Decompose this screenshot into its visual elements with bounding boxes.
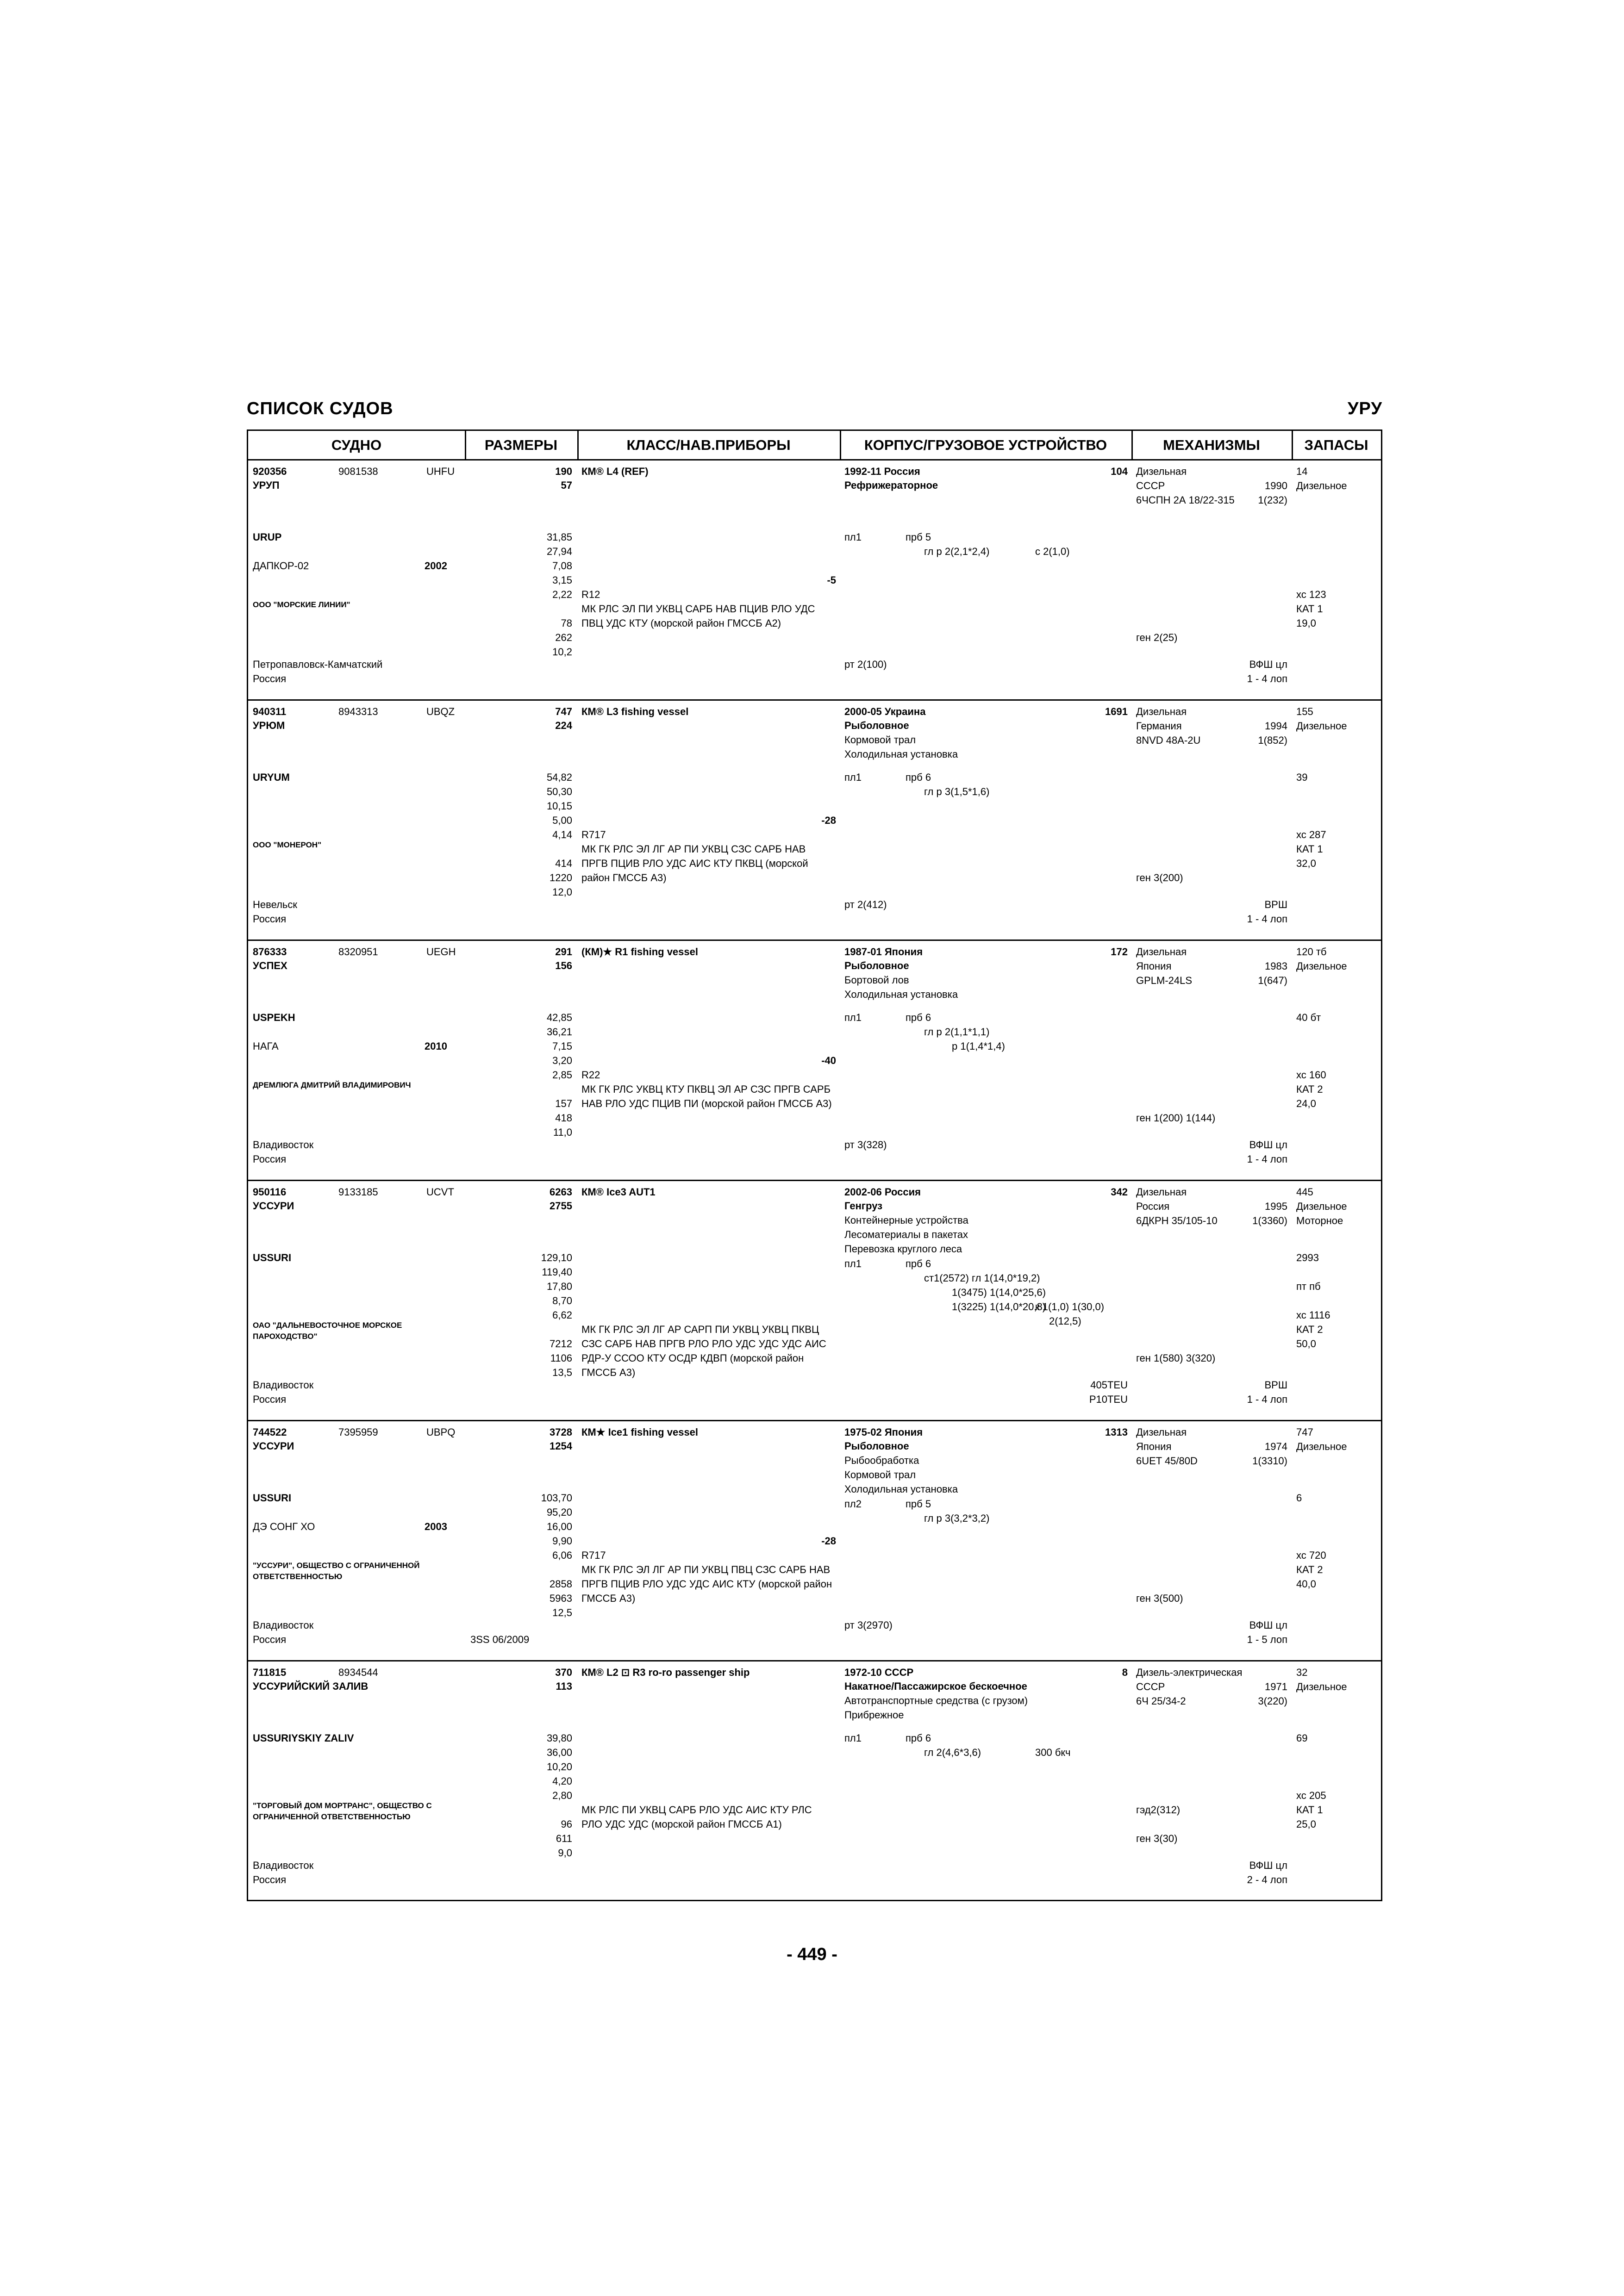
supply-category: КАТ 1 — [1296, 843, 1323, 855]
cargo-gear-extra: 300 бкч — [1035, 1747, 1071, 1758]
ship-id: 940311 — [253, 706, 287, 717]
dim-value: 96 — [561, 1818, 572, 1830]
ship-port: Владивосток — [253, 1379, 314, 1391]
supply-category: хс 160 — [1296, 1069, 1326, 1081]
hull-type: Рефрижераторное — [844, 479, 938, 491]
supply-category: 19,0 — [1296, 617, 1316, 629]
hull-deck: пл1 — [844, 531, 862, 543]
class-region: R717 — [581, 1549, 606, 1561]
hull-rt: рт 2(100) — [844, 659, 887, 670]
supply-info: Дизельное — [1296, 1201, 1347, 1212]
mech-year: 1974 — [1265, 1441, 1287, 1452]
dim-value: 156 — [555, 960, 572, 971]
supply-info: Дизельное — [1296, 1681, 1347, 1692]
ship-name: УССУРИ — [253, 1440, 294, 1452]
ship-name: УРУП — [253, 479, 280, 491]
cargo-gear: 1(3225) 1(14,0*20,8) — [952, 1301, 1046, 1313]
ship-record — [248, 941, 1381, 1181]
ship-id: 876333 — [253, 946, 287, 958]
ships-table — [247, 429, 1382, 1901]
supply-category: 25,0 — [1296, 1818, 1316, 1830]
dim-value: 50,30 — [546, 786, 572, 797]
class-notation: (КМ)★ R1 fishing vessel — [581, 946, 698, 958]
mech-info: Дизельная — [1136, 946, 1187, 958]
mech-info: Дизельная — [1136, 1426, 1187, 1438]
supply-category: хс 287 — [1296, 829, 1326, 840]
hull-type: Холодильная установка — [844, 748, 958, 760]
dim-value: 5,00 — [552, 815, 572, 826]
hull-type: Рыболовное — [844, 720, 909, 731]
dim-value: 12,0 — [552, 886, 572, 898]
dim-value: 36,21 — [546, 1026, 572, 1038]
hull-holds: прб 5 — [906, 1498, 931, 1510]
ship-former-year: 2002 — [425, 560, 447, 572]
mech-generator: ген 2(25) — [1136, 632, 1178, 643]
supply-info: Дизельное — [1296, 1441, 1347, 1452]
ship-record — [248, 460, 1381, 701]
mech-generator: ген 3(200) — [1136, 872, 1183, 884]
supply-info: 14 — [1296, 466, 1308, 477]
dim-value: 13,5 — [552, 1367, 572, 1378]
dim-value: 8,70 — [552, 1295, 572, 1307]
col-header-ship: СУДНО — [248, 431, 465, 460]
cargo-gear-extra: 2(12,5) — [1049, 1315, 1081, 1327]
dim-value: 1106 — [550, 1352, 572, 1364]
supply-extra: пт пб — [1296, 1281, 1321, 1292]
dim-value: 1254 — [550, 1440, 572, 1452]
ship-imo: 9133185 — [338, 1186, 378, 1198]
hull-yard-number: 1313 — [1105, 1426, 1128, 1438]
class-notation: КМ★ Ice1 fishing vessel — [581, 1426, 699, 1438]
ship-id: 711815 — [253, 1667, 287, 1678]
hull-type: Накатное/Пассажирское бескоечное — [844, 1680, 1027, 1692]
dim-value: 39,80 — [546, 1732, 572, 1744]
mech-power: 1(852) — [1258, 734, 1287, 746]
hull-deck: пл1 — [844, 1012, 862, 1023]
mech-info: 6ЧСПН 2А 18/22-315 — [1136, 494, 1235, 506]
mech-propeller: ВФШ цл — [1249, 1619, 1287, 1631]
ship-callsign: UCVT — [426, 1186, 454, 1198]
supply-category: КАТ 2 — [1296, 1564, 1323, 1575]
ship-record — [248, 701, 1381, 941]
hull-type: Автотранспортные средства (с грузом) — [844, 1695, 1028, 1706]
nav-equipment: МК РЛС ПИ УКВЦ САРБ РЛО УДС АИС КТУ РЛС РЛО УДС УДС (морской район ГМССБ А1) — [581, 1804, 812, 1830]
dim-value: 224 — [555, 720, 572, 731]
mech-info: 6ДКРН 35/105-10 — [1136, 1215, 1218, 1226]
cargo-gear: гл р 2(2,1*2,4) — [924, 546, 990, 557]
class-region: R717 — [581, 829, 606, 840]
mech-info: Япония — [1136, 960, 1172, 972]
supply-category: хс 123 — [1296, 589, 1326, 600]
class-notation: КМ® Ice3 AUT1 — [581, 1186, 656, 1198]
hull-type: Кормовой трал — [844, 734, 916, 746]
cargo-gear: 1(3475) 1(14,0*25,6) — [952, 1287, 1046, 1298]
hull-rt: рт 2(412) — [844, 899, 887, 910]
class-ice-mark: -40 — [821, 1055, 836, 1066]
dim-value: 9,90 — [552, 1535, 572, 1547]
mech-info: Япония — [1136, 1441, 1172, 1452]
dim-value: 12,5 — [552, 1607, 572, 1618]
supply-category: хс 205 — [1296, 1790, 1326, 1801]
dim-value: 414 — [555, 858, 572, 869]
dim-value: 16,00 — [546, 1521, 572, 1532]
ship-country: Россия — [253, 1634, 287, 1645]
ship-latin-name: USSURIYSKIY ZALIV — [253, 1732, 354, 1744]
ship-callsign: UBQZ — [426, 706, 455, 717]
col-header-supply: ЗАПАСЫ — [1292, 431, 1381, 460]
mech-info: 6UET 45/80D — [1136, 1455, 1198, 1467]
supply-info: 120 тб — [1296, 946, 1327, 958]
supply-category: КАТ 2 — [1296, 1324, 1323, 1335]
mech-info: Дизель-электрическая — [1136, 1667, 1243, 1678]
dim-value: 11,0 — [553, 1126, 572, 1138]
hull-type: Лесоматериалы в пакетах — [844, 1229, 968, 1240]
ship-name: УРЮМ — [253, 720, 285, 731]
hull-yard-number: 172 — [1111, 946, 1128, 958]
mech-generator: ген 1(200) 1(144) — [1136, 1112, 1216, 1124]
ship-former-year: 2003 — [425, 1521, 447, 1532]
hull-teu: 405TEU — [1090, 1379, 1128, 1391]
supply-info: 747 — [1296, 1426, 1313, 1438]
ship-former-name: НАГА — [253, 1040, 279, 1052]
ship-port: Невельск — [253, 899, 297, 910]
hull-type: Рыбообработка — [844, 1455, 919, 1466]
ship-name: УССУРИ — [253, 1200, 294, 1212]
mech-info: Германия — [1136, 720, 1182, 732]
supply-category: хс 1116 — [1296, 1309, 1330, 1321]
hull-yard-number: 104 — [1111, 466, 1128, 477]
dim-value: 291 — [555, 946, 572, 958]
col-header-mech: МЕХАНИЗМЫ — [1131, 431, 1292, 460]
mech-power: 3(220) — [1258, 1695, 1287, 1707]
mech-propeller: ВФШ цл — [1249, 659, 1287, 670]
hull-holds: прб 5 — [906, 531, 931, 543]
supply-info: Дизельное — [1296, 480, 1347, 492]
ship-imo: 8934544 — [338, 1667, 378, 1678]
ship-owner: ООО "МОНЕРОН" — [253, 840, 322, 849]
class-ice-mark: -28 — [821, 815, 836, 826]
ship-record — [248, 1661, 1381, 1902]
hull-type: Холодильная установка — [844, 989, 958, 1000]
hull-build: 1975-02 Япония — [844, 1426, 923, 1438]
ship-id: 920356 — [253, 466, 287, 477]
ship-latin-name: USSURI — [253, 1252, 292, 1263]
mech-info: 8NVD 48A-2U — [1136, 734, 1201, 746]
mech-generator: ген 1(580) 3(320) — [1136, 1352, 1216, 1364]
supply-info: 155 — [1296, 706, 1313, 717]
class-region: R12 — [581, 589, 600, 600]
mech-propeller: 1 - 4 лоп — [1247, 1394, 1287, 1405]
dim-value: 1220 — [550, 872, 572, 884]
dim-value: 4,14 — [552, 829, 572, 840]
hull-type: Холодильная установка — [844, 1483, 958, 1495]
ship-owner: "ТОРГОВЫЙ ДОМ МОРТРАНС", ОБЩЕСТВО С ОГРАНИЧЕННОЙ ОТВЕТСТВЕННОСТЬЮ — [253, 1801, 432, 1821]
ship-former-year: 2010 — [425, 1040, 447, 1052]
mech-propeller: ВРШ — [1264, 1379, 1287, 1391]
supply-extra: 39 — [1296, 772, 1308, 783]
ship-port: Владивосток — [253, 1139, 314, 1151]
ship-id: 950116 — [253, 1186, 287, 1198]
mech-power: 1(647) — [1258, 975, 1287, 986]
ship-port: Владивосток — [253, 1619, 314, 1631]
dim-value: 3,15 — [552, 574, 572, 586]
ship-country: Россия — [253, 1874, 287, 1885]
ship-latin-name: URYUM — [253, 772, 290, 783]
ship-country: Россия — [253, 1153, 287, 1165]
dim-value: 418 — [555, 1112, 572, 1124]
mech-year: 1983 — [1265, 960, 1287, 972]
hull-holds: прб 6 — [906, 772, 931, 783]
nav-equipment: МК РЛС ЭЛ ПИ УКВЦ САРБ НАВ ПЦИВ РЛО УДС ПВЦ УДС КТУ (морской район ГМССБ А2) — [581, 603, 815, 629]
dim-value: 6,62 — [552, 1309, 572, 1321]
mech-year: 1971 — [1265, 1681, 1287, 1692]
ship-port: Петропавловск-Камчатский — [253, 659, 383, 670]
hull-yard-number: 1691 — [1105, 706, 1128, 717]
ship-country: Россия — [253, 913, 287, 925]
mech-propeller: 1 - 5 лоп — [1247, 1634, 1287, 1645]
cargo-gear-extra: с 2(1,0) — [1035, 546, 1070, 557]
class-ice-mark: -5 — [827, 574, 836, 586]
dim-value: 57 — [561, 479, 572, 491]
ship-id: 744522 — [253, 1426, 287, 1438]
class-region: R22 — [581, 1069, 600, 1081]
mech-info: GPLM-24LS — [1136, 975, 1193, 986]
dim-value: 3,20 — [552, 1055, 572, 1066]
ship-imo: 8320951 — [338, 946, 378, 958]
ship-owner: ООО "МОРСКИЕ ЛИНИИ" — [253, 600, 350, 609]
cargo-gear-extra: к 1(1,0) 1(30,0) — [1035, 1301, 1105, 1313]
supply-info: 32 — [1296, 1667, 1308, 1678]
supply-extra: 40 бт — [1296, 1012, 1321, 1023]
nav-equipment: МК ГК РЛС УКВЦ КТУ ПКВЦ ЭЛ АР СЗС ПРГВ САРБ НАВ РЛО УДС ПЦИВ ПИ (морской район ГМССБ А3) — [581, 1083, 832, 1109]
dim-value: 95,20 — [546, 1506, 572, 1518]
mech-propeller: 2 - 4 лоп — [1247, 1874, 1287, 1885]
mech-generator: ген 3(500) — [1136, 1593, 1183, 1604]
cargo-gear: гл р 3(1,5*1,6) — [924, 786, 990, 797]
supply-extra: 69 — [1296, 1732, 1308, 1744]
ship-record — [248, 1181, 1381, 1421]
mech-year: 1995 — [1265, 1201, 1287, 1212]
dim-value: 103,70 — [541, 1492, 572, 1504]
dim-value: 7,08 — [552, 560, 572, 572]
mech-info: СССР — [1136, 480, 1165, 492]
page-header-index: УРУ — [1347, 399, 1382, 418]
hull-build: 2000-05 Украина — [844, 706, 926, 717]
ship-callsign: UBPQ — [426, 1426, 456, 1438]
mech-info: Дизельная — [1136, 706, 1187, 717]
supply-info: Дизельное — [1296, 960, 1347, 972]
ship-callsign: UEGH — [426, 946, 456, 958]
hull-holds: прб 6 — [906, 1012, 931, 1023]
ship-owner: "УССУРИ", ОБЩЕСТВО С ОГРАНИЧЕННОЙ ОТВЕТСТВЕННОСТЬЮ — [253, 1561, 420, 1581]
supply-info: Дизельное — [1296, 720, 1347, 732]
supply-extra: 6 — [1296, 1492, 1302, 1504]
hull-type: Бортовой лов — [844, 974, 909, 986]
supply-category: хс 720 — [1296, 1549, 1326, 1561]
dim-value: 2755 — [550, 1200, 572, 1212]
ship-latin-name: URUP — [253, 531, 282, 543]
col-header-class: КЛАСС/НАВ.ПРИБОРЫ — [577, 431, 840, 460]
hull-yard-number: 342 — [1111, 1186, 1128, 1198]
dim-value: 5963 — [550, 1593, 572, 1604]
hull-build: 1987-01 Япония — [844, 946, 923, 958]
hull-build: 1992-11 Россия — [844, 466, 920, 477]
dim-value: 2858 — [550, 1578, 572, 1590]
ship-owner: ОАО "ДАЛЬНЕВОСТОЧНОЕ МОРСКОЕ ПАРОХОДСТВО" — [253, 1321, 402, 1341]
cargo-gear: гл 2(4,6*3,6) — [924, 1747, 981, 1758]
ship-imo: 7395959 — [338, 1426, 378, 1438]
hull-yard-number: 8 — [1122, 1667, 1128, 1678]
ship-country: Россия — [253, 673, 287, 684]
dim-value: 747 — [555, 706, 572, 717]
ship-callsign: UHFU — [426, 466, 455, 477]
supply-category: 40,0 — [1296, 1578, 1316, 1590]
mech-year: 1990 — [1265, 480, 1287, 492]
class-notation: КМ® L2 ⊡ R3 ro-ro passenger ship — [581, 1667, 750, 1678]
dim-value: 10,2 — [552, 646, 572, 658]
class-notation: КМ® L3 fishing vessel — [581, 706, 689, 717]
class-notation: КМ® L4 (REF) — [581, 466, 649, 477]
mech-propeller: ВФШ цл — [1249, 1139, 1287, 1151]
supply-extra: 2993 — [1296, 1252, 1319, 1263]
dim-value: 54,82 — [546, 772, 572, 783]
hull-type: Рыболовное — [844, 960, 909, 971]
ship-country: Россия — [253, 1394, 287, 1405]
dim-value: 7,15 — [552, 1040, 572, 1052]
dim-value: 190 — [555, 466, 572, 477]
hull-deck: пл1 — [844, 1258, 862, 1269]
ship-name: УССУРИЙСКИЙ ЗАЛИВ — [253, 1680, 369, 1692]
hull-type: Перевозка круглого леса — [844, 1243, 962, 1255]
dim-value: 78 — [561, 617, 572, 629]
dim-value: 3728 — [550, 1426, 572, 1438]
mech-propeller: 1 - 4 лоп — [1247, 913, 1287, 925]
cargo-gear: р 1(1,4*1,4) — [952, 1040, 1005, 1052]
page-number: - 449 - — [787, 1945, 837, 1964]
hull-type: Прибрежное — [844, 1709, 904, 1721]
mech-propeller: 1 - 4 лоп — [1247, 673, 1287, 684]
mech-generator: гэд2(312) — [1136, 1804, 1181, 1816]
mech-propeller: 1 - 4 лоп — [1247, 1153, 1287, 1165]
supply-info: Моторное — [1296, 1215, 1343, 1226]
supply-category: 32,0 — [1296, 858, 1316, 869]
mech-info: 6Ч 25/34-2 — [1136, 1695, 1186, 1707]
ship-imo: 9081538 — [338, 466, 378, 477]
dim-value: 129,10 — [541, 1252, 572, 1263]
mech-propeller: ВФШ цл — [1249, 1860, 1287, 1871]
nav-equipment: МК ГК РЛС ЭЛ ЛГ АР ПИ УКВЦ ПВЦ СЗС САРБ НАВ ПРГВ ПЦИВ РЛО УДС УДС АИС КТУ (морской район ГМССБ А3) — [581, 1564, 832, 1604]
mech-year: 1994 — [1265, 720, 1287, 732]
cargo-gear: гл р 3(3,2*3,2) — [924, 1512, 990, 1524]
nav-equipment: МК ГК РЛС ЭЛ ЛГ АР САРП ПИ УКВЦ УКВЦ ПКВЦ СЗС САРБ НАВ ПРГВ РЛО РЛО УДС УДС УДС АИС РДР-У ССОО КТУ ОСДР КДВП (морской район ГМССБ А3) — [581, 1324, 826, 1378]
dim-value: 119,40 — [542, 1266, 572, 1278]
mech-info: СССР — [1136, 1681, 1165, 1692]
ship-latin-name: USPEKH — [253, 1012, 295, 1023]
dim-value: 10,20 — [546, 1761, 572, 1773]
hull-rt: рт 3(2970) — [844, 1619, 893, 1631]
dim-value: 27,94 — [546, 546, 572, 557]
dim-value: 6,06 — [552, 1549, 572, 1561]
hull-teu: P10TEU — [1089, 1394, 1128, 1405]
dim-value: 31,85 — [546, 531, 572, 543]
page-header-title: СПИСОК СУДОВ — [247, 399, 394, 418]
hull-type: Кормовой трал — [844, 1469, 916, 1481]
hull-holds: прб 6 — [906, 1258, 931, 1269]
dim-value: 611 — [556, 1833, 572, 1844]
col-header-dims: РАЗМЕРЫ — [465, 431, 577, 460]
mech-info: Россия — [1136, 1201, 1170, 1212]
dim-value: 370 — [555, 1667, 572, 1678]
hull-deck: пл1 — [844, 772, 862, 783]
supply-category: КАТ 2 — [1296, 1083, 1323, 1095]
mech-info: Дизельная — [1136, 466, 1187, 477]
dim-value: 113 — [556, 1680, 572, 1692]
dim-value: 9,0 — [558, 1847, 572, 1859]
dim-value: 2,85 — [552, 1069, 572, 1081]
ship-port: Владивосток — [253, 1860, 314, 1871]
ship-record — [248, 1421, 1381, 1661]
mech-power: 1(232) — [1258, 494, 1287, 506]
dim-value: 42,85 — [546, 1012, 572, 1023]
dim-value: 17,80 — [546, 1281, 572, 1292]
dim-value: 157 — [555, 1098, 572, 1109]
ship-imo: 8943313 — [338, 706, 378, 717]
supply-category: КАТ 1 — [1296, 603, 1323, 615]
ship-name: УСПЕХ — [253, 960, 287, 971]
supply-category: КАТ 1 — [1296, 1804, 1323, 1816]
hull-deck: пл1 — [844, 1732, 862, 1744]
ship-owner: ДРЕМЛЮГА ДМИТРИЙ ВЛАДИМИРОВИЧ — [253, 1081, 411, 1089]
class-ice-mark: -28 — [821, 1535, 836, 1547]
dim-value: 2,22 — [552, 589, 572, 600]
ship-former-name: ДАПКОР-02 — [253, 560, 309, 572]
mech-propeller: ВРШ — [1264, 899, 1287, 910]
mech-power: 1(3310) — [1252, 1455, 1287, 1467]
col-header-hull: КОРПУС/ГРУЗОВОЕ УСТРОЙСТВО — [840, 431, 1131, 460]
ship-latin-name: USSURI — [253, 1492, 292, 1504]
mech-power: 1(3360) — [1252, 1215, 1287, 1226]
nav-equipment: МК ГК РЛС ЭЛ ЛГ АР ПИ УКВЦ СЗС САРБ НАВ ПРГВ ПЦИВ РЛО УДС АИС КТУ ПКВЦ (морской район ГМССБ А3) — [581, 843, 808, 884]
hull-deck: пл2 — [844, 1498, 862, 1510]
hull-holds: прб 6 — [906, 1732, 931, 1744]
hull-build: 2002-06 Россия — [844, 1186, 921, 1198]
ship-former-name: ДЭ СОНГ ХО — [253, 1521, 315, 1532]
cargo-gear: гл р 2(1,1*1,1) — [924, 1026, 990, 1038]
dim-value: 7212 — [550, 1338, 572, 1350]
hull-build: 1972-10 СССР — [844, 1667, 914, 1678]
mech-generator: ген 3(30) — [1136, 1833, 1178, 1844]
ship-note: 3SS 06/2009 — [470, 1634, 530, 1645]
supply-info: 445 — [1296, 1186, 1313, 1198]
hull-type: Рыболовное — [844, 1440, 909, 1452]
dim-value: 10,15 — [546, 800, 572, 812]
cargo-gear: ст1(2572) гл 1(14,0*19,2) — [924, 1272, 1040, 1284]
hull-type: Генгруз — [844, 1200, 883, 1212]
dim-value: 262 — [555, 632, 572, 643]
dim-value: 2,80 — [552, 1790, 572, 1801]
hull-rt: рт 3(328) — [844, 1139, 887, 1151]
dim-value: 36,00 — [546, 1747, 572, 1758]
supply-category: 50,0 — [1296, 1338, 1316, 1350]
dim-value: 6263 — [550, 1186, 572, 1198]
dim-value: 4,20 — [552, 1775, 572, 1787]
supply-category: 24,0 — [1296, 1098, 1316, 1109]
mech-info: Дизельная — [1136, 1186, 1187, 1198]
hull-type: Контейнерные устройства — [844, 1214, 968, 1226]
